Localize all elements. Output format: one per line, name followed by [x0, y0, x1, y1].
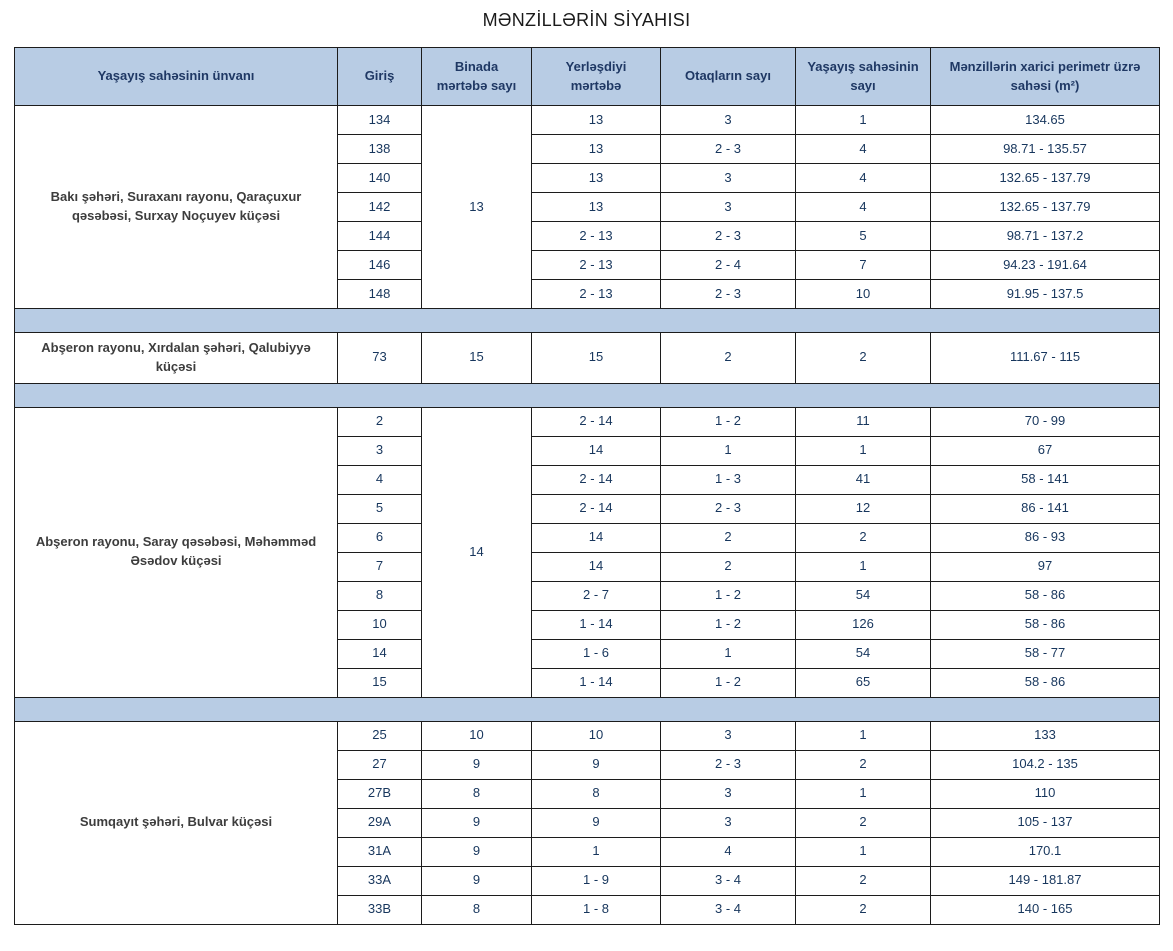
area-cell: 70 - 99 — [931, 407, 1160, 436]
area-cell: 104.2 - 135 — [931, 750, 1160, 779]
rooms-cell: 2 - 3 — [661, 222, 796, 251]
located-floor-cell: 8 — [532, 779, 661, 808]
area-cell: 133 — [931, 721, 1160, 750]
area-cell: 58 - 77 — [931, 639, 1160, 668]
area-cell: 111.67 - 115 — [931, 333, 1160, 384]
units-count-cell: 12 — [796, 494, 931, 523]
units-count-cell: 2 — [796, 750, 931, 779]
building-floors-cell: 9 — [422, 866, 532, 895]
rooms-cell: 2 - 3 — [661, 750, 796, 779]
area-cell: 110 — [931, 779, 1160, 808]
rooms-cell: 3 — [661, 808, 796, 837]
units-count-cell: 1 — [796, 721, 931, 750]
rooms-cell: 1 - 2 — [661, 407, 796, 436]
rooms-cell: 3 - 4 — [661, 895, 796, 924]
units-count-cell: 54 — [796, 581, 931, 610]
units-count-cell: 4 — [796, 135, 931, 164]
rooms-cell: 3 — [661, 106, 796, 135]
rooms-cell: 1 - 2 — [661, 581, 796, 610]
group-separator-cell — [15, 383, 1160, 407]
located-floor-cell: 1 - 14 — [532, 668, 661, 697]
rooms-cell: 2 — [661, 552, 796, 581]
units-count-cell: 2 — [796, 523, 931, 552]
units-count-cell: 1 — [796, 436, 931, 465]
entrance-cell: 144 — [338, 222, 422, 251]
area-cell: 170.1 — [931, 837, 1160, 866]
entrance-cell: 31A — [338, 837, 422, 866]
rooms-cell: 3 — [661, 779, 796, 808]
area-cell: 86 - 141 — [931, 494, 1160, 523]
located-floor-cell: 1 - 9 — [532, 866, 661, 895]
rooms-cell: 1 - 2 — [661, 668, 796, 697]
rooms-cell: 2 - 4 — [661, 251, 796, 280]
entrance-cell: 5 — [338, 494, 422, 523]
units-count-cell: 41 — [796, 465, 931, 494]
located-floor-cell: 14 — [532, 436, 661, 465]
units-count-cell: 7 — [796, 251, 931, 280]
rooms-cell: 3 — [661, 164, 796, 193]
header-building-floors: Binada mərtəbə sayı — [422, 48, 532, 106]
rooms-cell: 1 - 2 — [661, 610, 796, 639]
entrance-cell: 148 — [338, 280, 422, 309]
located-floor-cell: 1 — [532, 837, 661, 866]
address-cell: Abşeron rayonu, Xırdalan şəhəri, Qalubiyyə küçəsi — [15, 333, 338, 384]
building-floors-cell: 15 — [422, 333, 532, 384]
units-count-cell: 1 — [796, 837, 931, 866]
building-floors-cell: 14 — [422, 407, 532, 697]
entrance-cell: 140 — [338, 164, 422, 193]
entrance-cell: 27B — [338, 779, 422, 808]
building-floors-cell: 8 — [422, 779, 532, 808]
entrance-cell: 33B — [338, 895, 422, 924]
header-located-floor: Yerləşdiyi mərtəbə — [532, 48, 661, 106]
located-floor-cell: 1 - 6 — [532, 639, 661, 668]
area-cell: 149 - 181.87 — [931, 866, 1160, 895]
located-floor-cell: 13 — [532, 106, 661, 135]
entrance-cell: 15 — [338, 668, 422, 697]
address-cell: Abşeron rayonu, Saray qəsəbəsi, Məhəmməd Əsədov küçəsi — [15, 407, 338, 697]
units-count-cell: 2 — [796, 808, 931, 837]
header-entrance: Giriş — [338, 48, 422, 106]
area-cell: 91.95 - 137.5 — [931, 280, 1160, 309]
entrance-cell: 6 — [338, 523, 422, 552]
entrance-cell: 14 — [338, 639, 422, 668]
located-floor-cell: 15 — [532, 333, 661, 384]
group-separator-row — [15, 383, 1160, 407]
rooms-cell: 2 - 3 — [661, 494, 796, 523]
header-rooms: Otaqların sayı — [661, 48, 796, 106]
header-area: Mənzillərin xarici perimetr üzrə sahəsi (m²) — [931, 48, 1160, 106]
building-floors-cell: 8 — [422, 895, 532, 924]
area-cell: 94.23 - 191.64 — [931, 251, 1160, 280]
entrance-cell: 142 — [338, 193, 422, 222]
located-floor-cell: 2 - 14 — [532, 494, 661, 523]
table-header-row — [15, 48, 1160, 106]
rooms-cell: 2 — [661, 523, 796, 552]
entrance-cell: 146 — [338, 251, 422, 280]
header-units-count: Yaşayış sahəsinin sayı — [796, 48, 931, 106]
group-separator-cell — [15, 697, 1160, 721]
area-cell: 58 - 86 — [931, 610, 1160, 639]
entrance-cell: 25 — [338, 721, 422, 750]
building-floors-cell: 13 — [422, 106, 532, 309]
units-count-cell: 126 — [796, 610, 931, 639]
address-cell: Bakı şəhəri, Suraxanı rayonu, Qaraçuxur qəsəbəsi, Surxay Noçuyev küçəsi — [15, 106, 338, 309]
entrance-cell: 33A — [338, 866, 422, 895]
rooms-cell: 1 - 3 — [661, 465, 796, 494]
page-title: MƏNZİLLƏRİN SİYAHISI — [482, 10, 691, 30]
located-floor-cell: 10 — [532, 721, 661, 750]
located-floor-cell: 2 - 13 — [532, 222, 661, 251]
entrance-cell: 3 — [338, 436, 422, 465]
located-floor-cell: 14 — [532, 552, 661, 581]
area-cell: 58 - 86 — [931, 668, 1160, 697]
area-cell: 134.65 — [931, 106, 1160, 135]
table-row — [15, 333, 1160, 384]
rooms-cell: 1 — [661, 436, 796, 465]
area-cell: 58 - 86 — [931, 581, 1160, 610]
area-cell: 105 - 137 — [931, 808, 1160, 837]
units-count-cell: 4 — [796, 164, 931, 193]
units-count-cell: 1 — [796, 779, 931, 808]
located-floor-cell: 14 — [532, 523, 661, 552]
units-count-cell: 2 — [796, 333, 931, 384]
entrance-cell: 73 — [338, 333, 422, 384]
entrance-cell: 2 — [338, 407, 422, 436]
located-floor-cell: 1 - 14 — [532, 610, 661, 639]
located-floor-cell: 13 — [532, 193, 661, 222]
located-floor-cell: 9 — [532, 750, 661, 779]
table-row — [15, 721, 1160, 750]
units-count-cell: 4 — [796, 193, 931, 222]
area-cell: 132.65 - 137.79 — [931, 164, 1160, 193]
group-separator-cell — [15, 309, 1160, 333]
located-floor-cell: 13 — [532, 164, 661, 193]
rooms-cell: 2 - 3 — [661, 280, 796, 309]
entrance-cell: 10 — [338, 610, 422, 639]
rooms-cell: 3 - 4 — [661, 866, 796, 895]
units-count-cell: 2 — [796, 866, 931, 895]
table-row — [15, 106, 1160, 135]
units-count-cell: 11 — [796, 407, 931, 436]
located-floor-cell: 2 - 14 — [532, 407, 661, 436]
located-floor-cell: 1 - 8 — [532, 895, 661, 924]
entrance-cell: 27 — [338, 750, 422, 779]
units-count-cell: 65 — [796, 668, 931, 697]
units-count-cell: 1 — [796, 106, 931, 135]
area-cell: 98.71 - 135.57 — [931, 135, 1160, 164]
entrance-cell: 4 — [338, 465, 422, 494]
area-cell: 97 — [931, 552, 1160, 581]
located-floor-cell: 2 - 13 — [532, 251, 661, 280]
located-floor-cell: 2 - 13 — [532, 280, 661, 309]
rooms-cell: 2 - 3 — [661, 135, 796, 164]
units-count-cell: 5 — [796, 222, 931, 251]
entrance-cell: 29A — [338, 808, 422, 837]
entrance-cell: 7 — [338, 552, 422, 581]
entrance-cell: 138 — [338, 135, 422, 164]
group-separator-row — [15, 697, 1160, 721]
building-floors-cell: 9 — [422, 808, 532, 837]
units-count-cell: 2 — [796, 895, 931, 924]
rooms-cell: 3 — [661, 721, 796, 750]
entrance-cell: 134 — [338, 106, 422, 135]
units-count-cell: 54 — [796, 639, 931, 668]
table-row — [15, 407, 1160, 436]
units-count-cell: 1 — [796, 552, 931, 581]
rooms-cell: 2 — [661, 333, 796, 384]
area-cell: 140 - 165 — [931, 895, 1160, 924]
building-floors-cell: 9 — [422, 750, 532, 779]
area-cell: 58 - 141 — [931, 465, 1160, 494]
area-cell: 98.71 - 137.2 — [931, 222, 1160, 251]
units-count-cell: 10 — [796, 280, 931, 309]
address-cell: Sumqayıt şəhəri, Bulvar küçəsi — [15, 721, 338, 924]
located-floor-cell: 2 - 14 — [532, 465, 661, 494]
building-floors-cell: 9 — [422, 837, 532, 866]
located-floor-cell: 9 — [532, 808, 661, 837]
area-cell: 86 - 93 — [931, 523, 1160, 552]
area-cell: 67 — [931, 436, 1160, 465]
rooms-cell: 1 — [661, 639, 796, 668]
entrance-cell: 8 — [338, 581, 422, 610]
group-separator-row — [15, 309, 1160, 333]
apartments-table — [14, 47, 1160, 925]
area-cell: 132.65 - 137.79 — [931, 193, 1160, 222]
located-floor-cell: 2 - 7 — [532, 581, 661, 610]
located-floor-cell: 13 — [532, 135, 661, 164]
header-address: Yaşayış sahəsinin ünvanı — [15, 48, 338, 106]
rooms-cell: 3 — [661, 193, 796, 222]
table-body — [15, 106, 1160, 925]
rooms-cell: 4 — [661, 837, 796, 866]
building-floors-cell: 10 — [422, 721, 532, 750]
